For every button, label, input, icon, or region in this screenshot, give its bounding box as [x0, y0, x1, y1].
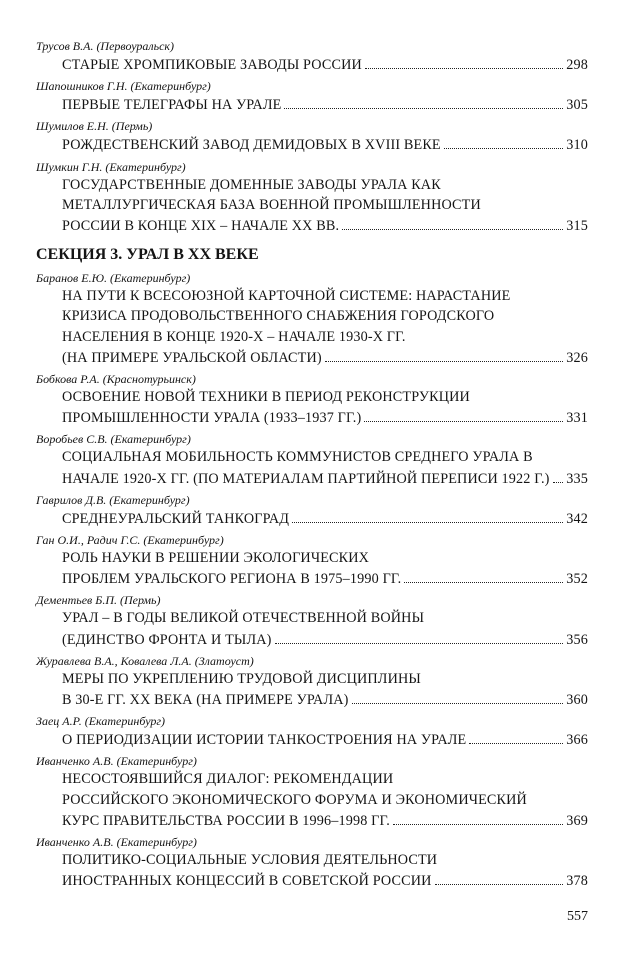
toc-entry-title-line: МЕТАЛЛУРГИЧЕСКАЯ БАЗА ВОЕННОЙ ПРОМЫШЛЕННОСТИ: [62, 196, 481, 213]
toc-entry-page: 310: [566, 137, 588, 154]
toc-entry-page: 326: [566, 349, 588, 366]
dot-leader: [342, 215, 563, 230]
toc-entry-author: Иванченко А.В. (Екатеринбург): [36, 835, 197, 850]
dot-leader: [469, 729, 563, 744]
toc-entry-title-line: СРЕДНЕУРАЛЬСКИЙ ТАНКОГРАД: [62, 510, 290, 527]
dot-leader: [352, 689, 564, 704]
toc-entry-page: 331: [566, 410, 588, 427]
toc-entry-title-line: ПРОБЛЕМ УРАЛЬСКОГО РЕГИОНА В 1975–1990 ГГ.: [62, 571, 402, 588]
toc-entry-title-line: СТАРЫЕ ХРОМПИКОВЫЕ ЗАВОДЫ РОССИИ: [62, 57, 362, 73]
toc-entry: [36, 431, 588, 488]
toc-entry: [36, 371, 588, 428]
toc-entry-author: Журавлева В.А., Ковалева Л.А. (Златоуст): [36, 653, 254, 668]
toc-entry-title-line: УРАЛ – В ГОДЫ ВЕЛИКОЙ ОТЕЧЕСТВЕННОЙ ВОЙНЫ: [62, 610, 425, 627]
toc-entry: [36, 270, 588, 368]
section-heading: СЕКЦИЯ 3. УРАЛ В XX ВЕКЕ: [36, 246, 259, 264]
toc-entry-author: Шумкин Г.Н. (Екатеринбург): [36, 159, 186, 174]
toc-entry-page: 352: [566, 571, 588, 588]
toc-entry-title-line: О ПЕРИОДИЗАЦИИ ИСТОРИИ ТАНКОСТРОЕНИЯ НА УРАЛЕ: [62, 732, 467, 749]
toc-entry-title-line: КРИЗИСА ПРОДОВОЛЬСТВЕННОГО СНАБЖЕНИЯ ГОРОДСКОГО: [62, 308, 495, 325]
toc-entry-title-line: НАСЕЛЕНИЯ В КОНЦЕ 1920-Х – НАЧАЛЕ 1930-Х ГГ.: [62, 328, 406, 345]
toc-entry-page: 305: [566, 97, 588, 114]
dot-leader: [284, 94, 563, 109]
toc-entry-page: 335: [566, 470, 588, 487]
toc-entry: [36, 532, 588, 589]
toc-entry-author: Ган О.И., Радич Г.С. (Екатеринбург): [36, 533, 224, 548]
toc-entry: [36, 834, 588, 891]
toc-entry-page: 342: [566, 510, 588, 527]
toc-entry-page: 298: [566, 57, 588, 73]
toc-entry-page: 369: [566, 812, 588, 829]
toc-entry-page: 366: [566, 732, 588, 749]
toc-entry-title-line: В 30-Е ГГ. XX ВЕКА (НА ПРИМЕРЕ УРАЛА): [62, 692, 349, 709]
dot-leader: [364, 407, 563, 422]
toc-entry: [36, 653, 588, 710]
toc-entry-author: Воробьев С.В. (Екатеринбург): [36, 432, 191, 447]
toc-entry-title-line: ПЕРВЫЕ ТЕЛЕГРАФЫ НА УРАЛЕ: [62, 97, 282, 114]
toc-entry-title-line: НА ПУТИ К ВСЕСОЮЗНОЙ КАРТОЧНОЙ СИСТЕМЕ: НАРАСТАНИЕ: [62, 288, 511, 305]
toc-entry-title-line: НАЧАЛЕ 1920-Х ГГ. (ПО МАТЕРИАЛАМ ПАРТИЙНОЙ ПЕРЕПИСИ 1922 Г.): [62, 470, 550, 487]
dot-leader: [404, 568, 563, 583]
toc-entry-page: 360: [566, 692, 588, 709]
toc-entry: [36, 592, 588, 649]
toc-entry-title-line: (ЕДИНСТВО ФРОНТА И ТЫЛА): [62, 631, 272, 648]
toc-entry: [36, 713, 588, 750]
toc-entry: [36, 159, 588, 237]
toc-entry-author: Дементьев Б.П. (Пермь): [36, 593, 161, 608]
toc-entry-title-line: РОССИИ В КОНЦЕ XIX – НАЧАЛЕ XX ВВ.: [62, 218, 340, 235]
toc-entry-title-line: МЕРЫ ПО УКРЕПЛЕНИЮ ТРУДОВОЙ ДИСЦИПЛИНЫ: [62, 670, 421, 687]
toc-list-section-3: [36, 270, 588, 891]
toc-entry-title-line: РОЛЬ НАУКИ В РЕШЕНИИ ЭКОЛОГИЧЕСКИХ: [62, 550, 370, 567]
toc-entry: [36, 492, 588, 529]
toc-entry-title-line: НЕСОСТОЯВШИЙСЯ ДИАЛОГ: РЕКОМЕНДАЦИИ: [62, 771, 394, 788]
toc-entry-author: Баранов Е.Ю. (Екатеринбург): [36, 271, 191, 286]
toc-entry-title-line: ОСВОЕНИЕ НОВОЙ ТЕХНИКИ В ПЕРИОД РЕКОНСТРУКЦИИ: [62, 389, 470, 406]
toc-entry-author: Гаврилов Д.В. (Екатеринбург): [36, 492, 190, 507]
toc-entry-title-line: ПРОМЫШЛЕННОСТИ УРАЛА (1933–1937 ГГ.): [62, 410, 362, 427]
toc-entry-title-line: (НА ПРИМЕРЕ УРАЛЬСКОЙ ОБЛАСТИ): [62, 349, 322, 366]
toc-entry: [36, 118, 588, 155]
table-of-contents: [36, 35, 588, 894]
toc-entry-title-line: СОЦИАЛЬНАЯ МОБИЛЬНОСТЬ КОММУНИСТОВ СРЕДНЕГО УРАЛА В: [62, 449, 533, 466]
toc-entry-title-line: ИНОСТРАННЫХ КОНЦЕССИЙ В СОВЕТСКОЙ РОССИИ: [62, 873, 432, 890]
toc-entry-author: Заец А.Р. (Екатеринбург): [36, 714, 166, 729]
toc-entry: [36, 78, 588, 115]
toc-entry-title-line: РОССИЙСКОГО ЭКОНОМИЧЕСКОГО ФОРУМА И ЭКОНОМИЧЕСКИЙ: [62, 791, 527, 808]
toc-entry-author: Бобкова Р.А. (Краснотурьинск): [36, 372, 196, 387]
dot-leader: [325, 347, 564, 362]
dot-leader: [393, 810, 563, 825]
dot-leader: [365, 54, 563, 69]
dot-leader: [444, 134, 564, 149]
toc-entry-author: Трусов В.А. (Первоуральск): [36, 39, 175, 53]
toc-entry-title-line: ПОЛИТИКО-СОЦИАЛЬНЫЕ УСЛОВИЯ ДЕЯТЕЛЬНОСТИ: [62, 852, 438, 869]
toc-entry-author: Иванченко А.В. (Екатеринбург): [36, 754, 197, 769]
page-number: 557: [567, 909, 588, 924]
toc-entry-author: Шумилов Е.Н. (Пермь): [36, 119, 153, 134]
dot-leader: [435, 870, 564, 885]
dot-leader: [292, 508, 563, 523]
toc-entry-title-line: КУРС ПРАВИТЕЛЬСТВА РОССИИ В 1996–1998 ГГ.: [62, 812, 390, 829]
toc-entry-title-line: ГОСУДАРСТВЕННЫЕ ДОМЕННЫЕ ЗАВОДЫ УРАЛА КАК: [62, 176, 441, 193]
toc-list-top: [36, 38, 588, 236]
toc-entry-author: Шапошников Г.Н. (Екатеринбург): [36, 79, 211, 94]
toc-entry-page: 356: [566, 631, 588, 648]
toc-entry: [36, 753, 588, 831]
toc-entry-title-line: РОЖДЕСТВЕНСКИЙ ЗАВОД ДЕМИДОВЫХ В XVIII ВЕКЕ: [62, 137, 441, 154]
toc-entry-page: 315: [566, 218, 588, 235]
dot-leader: [553, 468, 564, 483]
toc-entry-page: 378: [566, 873, 588, 890]
dot-leader: [275, 629, 564, 644]
toc-entry: [36, 38, 588, 75]
